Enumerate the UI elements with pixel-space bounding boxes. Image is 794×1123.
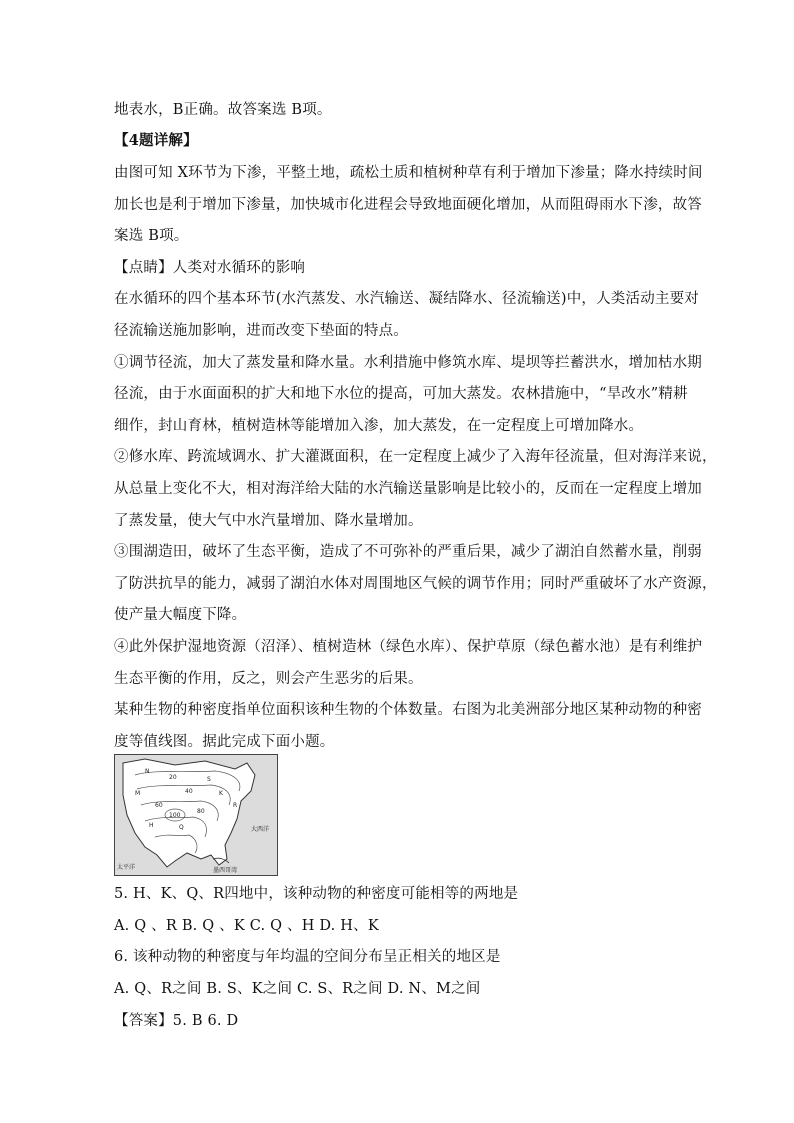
text-line: ②修水库、跨流域调水、扩大灌溉面积，在一定程度上减少了入海年径流量，但对海洋来说， (114, 449, 717, 465)
density-contour-map (114, 754, 278, 876)
question-5: 5. H、K、Q、R四地中，该种动物的种密度可能相等的两地是 (114, 886, 519, 902)
text-line: ④此外保护湿地资源（沼泽）、植树造林（绿色水库）、保护草原（绿色蓄水池）是有利维护 (114, 639, 703, 655)
text-line: 地表水，B正确。故答案选 B项。 (114, 102, 332, 118)
point-label-r: R (233, 802, 238, 809)
gulf-label: 墨西哥湾 (213, 867, 238, 874)
contour-label: 40 (185, 788, 193, 795)
text-line: 了防洪抗旱的能力，减弱了湖泊水体对周围地区气候的调节作用；同时严重破坏了水产资源， (114, 576, 717, 592)
point-label-m: M (135, 790, 141, 797)
text-line: 径流，由于水面面积的扩大和地下水位的提高，可加大蒸发。农林措施中，“旱改水”精耕 (114, 386, 688, 402)
contour-label: 20 (169, 774, 177, 781)
text-line: 度等值线图。据此完成下面小题。 (114, 734, 335, 750)
text-line: 案选 B项。 (114, 228, 189, 244)
contour-label: 60 (155, 802, 163, 809)
text-line: 了蒸发量，使大气中水汽量增加、降水量增加。 (114, 513, 423, 529)
ocean-label-pacific: 太平洋 (117, 864, 136, 871)
map-graphic (115, 755, 277, 875)
text-line: 在水循环的四个基本环节(水汽蒸发、水汽输送、凝结降水、径流输送)中，人类活动主要对 (114, 291, 700, 307)
point-label-h: H (149, 822, 154, 829)
point-label-n: N (145, 768, 150, 775)
text-line: ③围湖造田，破坏了生态平衡，造成了不可弥补的严重后果，减少了湖泊自然蓄水量，削弱 (114, 544, 702, 560)
section-heading: 【点睛】人类对水循环的影响 (114, 260, 306, 276)
contour-label: 80 (197, 808, 205, 815)
text-line: 生态平衡的作用，反之，则会产生恶劣的后果。 (114, 671, 423, 687)
answer-line: 【答案】5. B 6. D (114, 1013, 239, 1029)
text-line: ①调节径流，加大了蒸发量和降水量。水利措施中修筑水库、堤坝等拦蓄洪水，增加枯水期 (114, 355, 702, 371)
question-6-options: A. Q、R之间 B. S、K之间 C. S、R之间 D. N、M之间 (114, 981, 481, 997)
text-line: 某种生物的种密度指单位面积该种生物的个体数量。右图为北美洲部分地区某种动物的种密 (114, 702, 702, 718)
point-label-s: S (207, 776, 211, 783)
question-6: 6. 该种动物的种密度与年均温的空间分布呈正相关的地区是 (114, 949, 501, 965)
text-line: 细作，封山育林，植树造林等能增加入渗，加大蒸发，在一定程度上可增加降水。 (114, 418, 644, 434)
text-line: 从总量上变化不大，相对海洋给大陆的水汽输送量影响是比较小的，反而在一定程度上增加 (114, 481, 702, 497)
ocean-label-atlantic: 大西洋 (251, 826, 270, 833)
text-line: 使产量大幅度下降。 (114, 607, 247, 623)
question-5-options: A. Q 、R B. Q 、K C. Q 、H D. H、K (114, 918, 379, 934)
text-line: 由图可知 X环节为下渗，平整土地，疏松土质和植树种草有利于增加下渗量；降水持续时间 (114, 165, 703, 181)
point-label-k: K (219, 790, 223, 797)
contour-label: 100 (169, 812, 181, 819)
text-line: 径流输送施加影响，进而改变下垫面的特点。 (114, 323, 408, 339)
text-line: 加长也是利于增加下渗量，加快城市化进程会导致地面硬化增加，从而阻碍雨水下渗，故答 (114, 197, 702, 213)
section-heading: 【4题详解】 (114, 132, 198, 149)
point-label-q: Q (179, 824, 184, 831)
